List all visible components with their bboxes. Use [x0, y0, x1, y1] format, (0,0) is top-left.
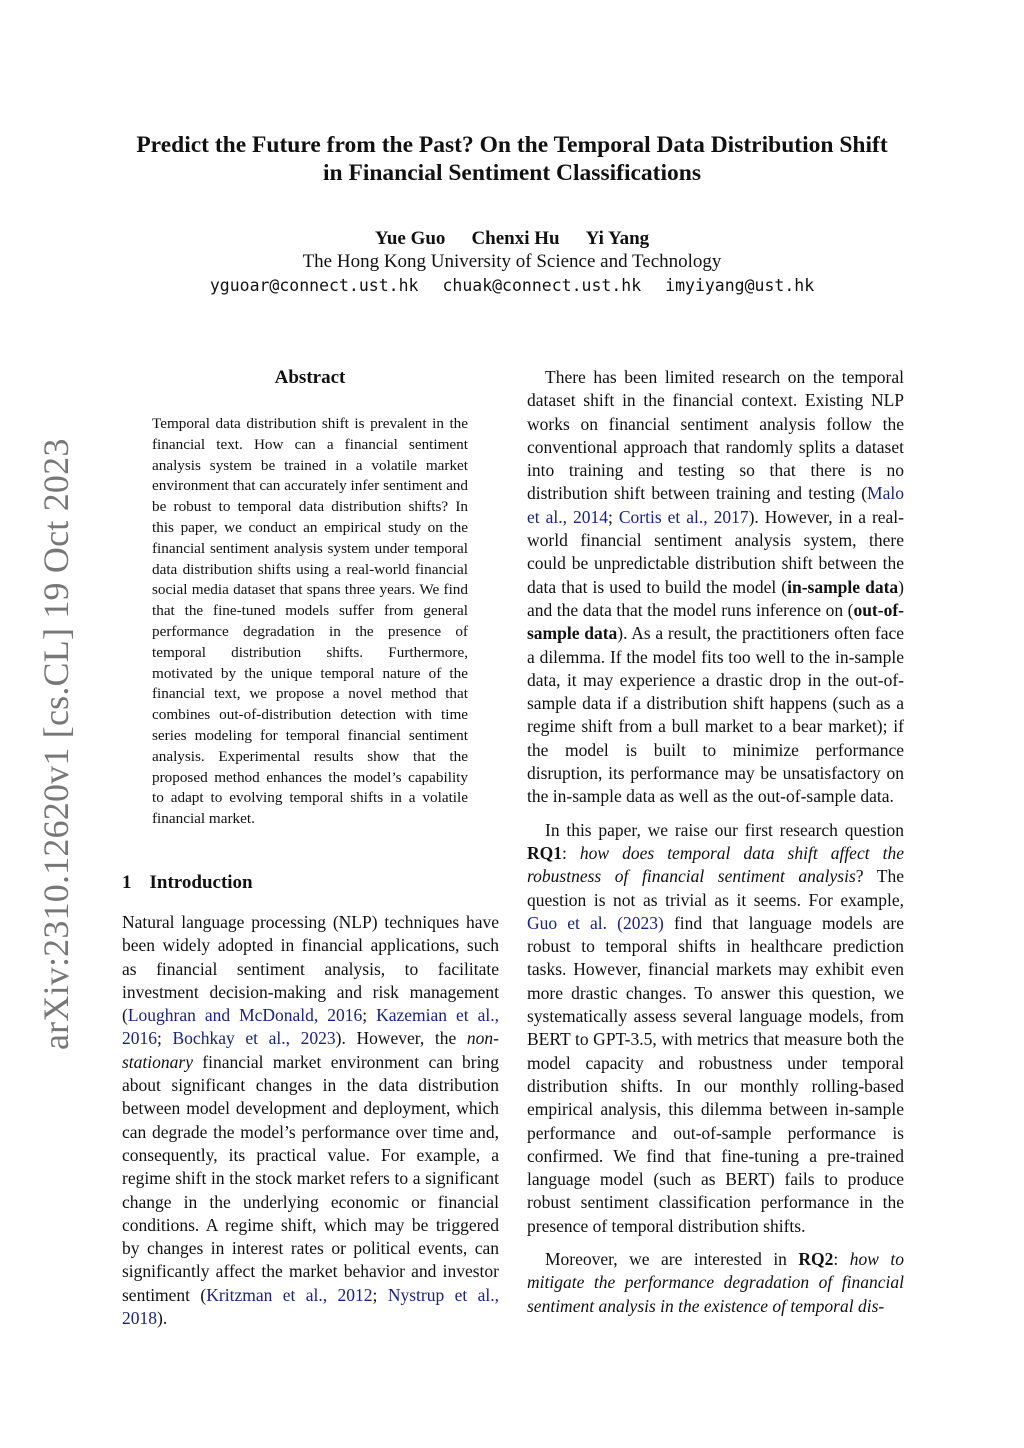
citation-link[interactable]: Nystrup et al., 2018	[122, 1284, 499, 1329]
text-run: Moreover, we are interested in	[545, 1248, 799, 1269]
text-run: find that language models are robust to temporal shifts in healthcare prediction tasks. However, financial markets may exhibit even more drastic changes. To answer this question, we systematically assess several language models, from BERT to GPT-3.5, with metrics that measure both the model capacity and robustness under temporal distribution shifts. In our monthly rolling-based empirical analysis, this dilemma between in-sample performance and out-of-sample performance is confirmed. We find that fine-tuning a pre-trained language model (such as BERT) fails to produce robust sentiment classification performance in the presence of temporal distribution shifts.	[527, 912, 904, 1236]
paper-title	[100, 131, 924, 187]
bold-term: in-sample data	[787, 576, 899, 597]
text-run: Natural language processing (NLP) techniques have been widely adopted in financial applications, such as financial sentiment analysis, to facilitate investment decision-making and risk management (	[122, 912, 499, 1026]
citation-link[interactable]: Guo et al. (2023)	[527, 912, 664, 933]
section-number: 1	[122, 872, 132, 893]
citation-link[interactable]: Malo et al., 2014	[527, 483, 904, 527]
text-run: ? The question is not as trivial as it seems. For example,	[527, 866, 904, 910]
author-name: Yue Guo	[374, 228, 446, 249]
author-email: chuak@connect.ust.hk	[442, 276, 642, 295]
text-run: ). However, the	[335, 1028, 467, 1049]
text-run: ;	[372, 1284, 388, 1305]
email-list	[100, 274, 924, 298]
paragraph	[527, 1248, 904, 1318]
bold-term: RQ1	[527, 842, 562, 863]
emphasis-text: how does temporal data shift affect the robustness of financial sentiment analysis	[527, 842, 904, 887]
author-email: imyiyang@ust.hk	[665, 276, 815, 295]
paragraph	[122, 911, 499, 1330]
affiliation: The Hong Kong University of Science and Technology	[302, 251, 722, 272]
paragraph	[527, 366, 904, 809]
paragraph	[527, 819, 904, 1238]
text-run: financial market environment can bring about significant changes in the data distribution between model development and deployment, which can degrade the model’s performance over time and, consequently, its practical value. For example, a regime shift in the stock market refers to a significant change in the underlying economic or financial conditions. A regime shift, which may be triggered by changes in interest rates or political events, can significantly affect the market behavior and investor sentiment (	[122, 1051, 499, 1305]
emphasis-text: non-stationary	[122, 1028, 499, 1072]
text-run: ;	[157, 1028, 173, 1049]
text-run: ;	[362, 1005, 377, 1026]
citation-link[interactable]: Cortis et al., 2017	[618, 506, 749, 527]
text-run: ). However, in a real-world financial sentiment analysis system, there could be unpredictable distribution shift between the data that is used to build the model (	[527, 506, 904, 597]
abstract-heading: Abstract	[274, 367, 346, 388]
bold-term: out-of-sample data	[527, 599, 904, 644]
text-run: ). As a result, the practitioners often face a dilemma. If the model fits too well to the in-sample data, it may experience a drastic drop in the out-of-sample data if a distribution shift happens (such as a regime shift from a bull market to a bear market); if the model is built to minimize performance disruption, its performance may be unsatisfactory on the in-sample data as well as the out-of-sample data.	[527, 623, 905, 807]
citation-link[interactable]: Kritzman et al., 2012	[206, 1284, 373, 1305]
text-run: ) and the data that the model runs inference on (	[527, 576, 904, 620]
text-run: ).	[157, 1308, 168, 1329]
author-name: Chenxi Hu	[471, 228, 560, 249]
citation-link[interactable]: Kazemian et al., 2016	[122, 1005, 499, 1049]
arxiv-identifier: arXiv:2310.12620v1 [cs.CL] 19 Oct 2023	[36, 438, 76, 1050]
text-run: :	[833, 1248, 850, 1269]
citation-link[interactable]: Bochkay et al., 2023	[172, 1028, 336, 1049]
right-column	[527, 366, 904, 1328]
author-email: yguoar@connect.ust.hk	[209, 276, 419, 295]
title-line: Predict the Future from the Past? On the Temporal Data Distribution Shift	[136, 132, 888, 158]
section-title: Introduction	[149, 872, 253, 893]
text-run: There has been limited research on the temporal dataset shift in the financial context. Existing NLP works on financial sentiment analysis follow the conventional approach that randomly splits a dataset into training and testing so that there is no distribution shift between training and testing (	[527, 367, 904, 504]
section-heading-introduction	[122, 871, 502, 895]
author-name: Yi Yang	[585, 228, 650, 249]
abstract-text: Temporal data distribution shift is prevalent in the financial text. How can a financial sentiment analysis system be trained in a volatile market environment that can accurately infer sentiment and be robust to temporal data distribution shifts? In this paper, we conduct an empirical study on the financial sentiment analysis system under temporal data distribution shifts using a real-world financial social media dataset that spans three years. We find that the fine-tuned models suffer from general performance degradation in the presence of temporal distribution shifts. Furthermore, motivated by the unique temporal nature of the financial text, we propose a novel method that combines out-of-distribution detection with time series modeling for temporal financial sentiment analysis. Experimental results show that the proposed method enhances the model’s capability to adapt to evolving temporal shifts in a volatile financial market.	[152, 415, 468, 828]
citation-link[interactable]: Loughran and McDonald, 2016	[127, 1005, 363, 1026]
introduction-paragraph	[122, 911, 499, 1330]
author-list	[100, 227, 924, 251]
title-line: in Financial Sentiment Classifications	[323, 160, 701, 186]
text-run: :	[562, 842, 580, 863]
emphasis-text: how to mitigate the performance degradation of financial sentiment analysis in the existence of temporal dis-	[527, 1248, 904, 1316]
text-run: ;	[607, 506, 619, 527]
text-run: In this paper, we raise our first research question	[545, 819, 904, 840]
bold-term: RQ2	[798, 1248, 834, 1269]
